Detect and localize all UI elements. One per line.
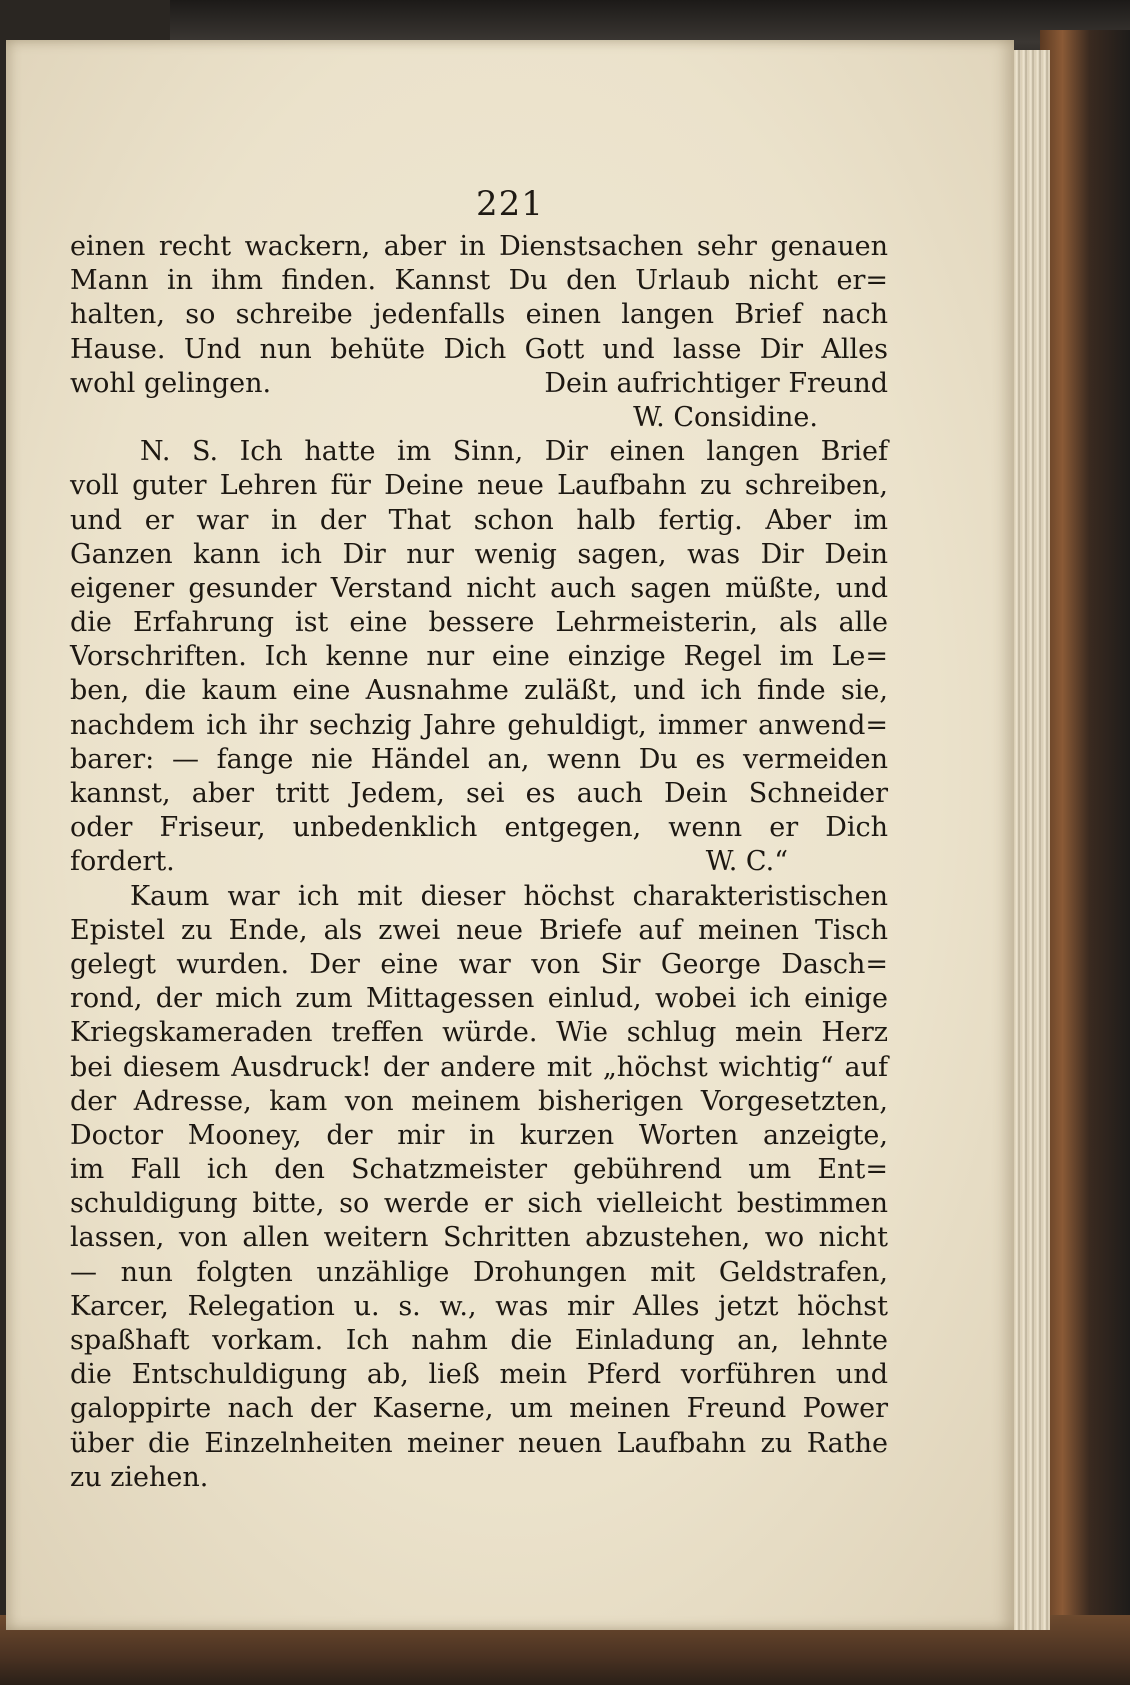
- text-line: Vorschriften. Ich kenne nur eine einzige Regel im Le=: [70, 641, 888, 673]
- book-cover-spine-edge: [1040, 30, 1130, 1685]
- text-line: schuldigung bitte, so werde er sich vielleicht bestimmen: [70, 1188, 888, 1220]
- text-line: [70, 845, 888, 879]
- text-line: nachdem ich ihr sechzig Jahre gehuldigt, immer anwend=: [70, 709, 888, 741]
- text-line: oder Friseur, unbedenklich entgegen, wenn er Dich: [70, 812, 888, 844]
- text-line: Mann in ihm finden. Kannst Du den Urlaub nicht er=: [70, 265, 888, 297]
- text-line: Ganzen kann ich Dir nur wenig sagen, was Dir Dein: [70, 538, 888, 570]
- text-line: — nun folgten unzählige Drohungen mit Geldstrafen,: [70, 1256, 888, 1288]
- text-line: [70, 367, 888, 401]
- text-line: spaßhaft vorkam. Ich nahm die Einladung an, lehnte: [70, 1325, 888, 1356]
- text-line: im Fall ich den Schatzmeister gebührend um Ent=: [70, 1154, 888, 1186]
- text-line: barer: — fange nie Händel an, wenn Du es vermeiden: [70, 743, 888, 775]
- text-line: der Adresse, kam von meinem bisherigen Vorgesetzten,: [70, 1085, 888, 1117]
- text-line: Epistel zu Ende, als zwei neue Briefe auf meinen Tisch: [70, 914, 888, 946]
- book-page: [6, 40, 1014, 1630]
- text-line: ben, die kaum eine Ausnahme zuläßt, und ich finde sie,: [70, 675, 888, 707]
- text-line: gelegt wurden. Der eine war von Sir George Dasch=: [70, 948, 888, 980]
- text-fragment: wohl gelingen.: [70, 367, 272, 399]
- page-number: 221: [476, 184, 544, 224]
- text-line: kannst, aber tritt Jedem, sei es auch Dein Schneider: [70, 778, 888, 809]
- text-line: zu ziehen.: [70, 1461, 209, 1493]
- text-line: Karcer, Relegation u. s. w., was mir Alles jetzt höchst: [70, 1290, 888, 1322]
- text-line: Doctor Mooney, der mir in kurzen Worten anzeigte,: [70, 1119, 888, 1151]
- text-line: rond, der mich zum Mittagessen einlud, wobei ich einige: [70, 983, 888, 1015]
- letter-closing: Dein aufrichtiger Freund: [544, 367, 888, 399]
- text-line: halten, so schreibe jedenfalls einen langen Brief nach: [70, 299, 888, 331]
- text-line: die Erfahrung ist eine bessere Lehrmeisterin, als alle: [70, 607, 888, 639]
- text-line: Hause. Und nun behüte Dich Gott und lasse Dir Alles: [70, 333, 888, 365]
- text-line: Kaum war ich mit dieser höchst charakteristischen: [130, 880, 888, 912]
- text-line: N. S. Ich hatte im Sinn, Dir einen langen Brief: [140, 436, 888, 468]
- text-line: lassen, von allen weitern Schritten abzustehen, wo nicht: [70, 1222, 888, 1254]
- text-line: Kriegskameraden treffen würde. Wie schlug mein Herz: [70, 1017, 888, 1049]
- letter-signature: W. Considine.: [633, 401, 818, 433]
- text-line: einen recht wackern, aber in Dienstsachen sehr genauen: [70, 231, 888, 262]
- text-fragment: fordert.: [70, 846, 175, 878]
- text-line: bei diesem Ausdruck! der andere mit „höchst wichtig“ auf: [70, 1051, 888, 1083]
- text-line: die Entschuldigung ab, ließ mein Pferd vorführen und: [70, 1359, 888, 1391]
- postscript-signature: W. C.“: [705, 846, 788, 878]
- text-line: und er war in der That schon halb fertig. Aber im: [70, 504, 888, 536]
- text-line: eigener gesunder Verstand nicht auch sagen müßte, und: [70, 572, 888, 604]
- text-line: galoppirte nach der Kaserne, um meinen Freund Power: [70, 1393, 888, 1425]
- text-line: voll guter Lehren für Deine neue Laufbahn zu schreiben,: [70, 470, 888, 502]
- body-text: [70, 230, 888, 1495]
- text-line: über die Einzelnheiten meiner neuen Laufbahn zu Rathe: [70, 1427, 888, 1459]
